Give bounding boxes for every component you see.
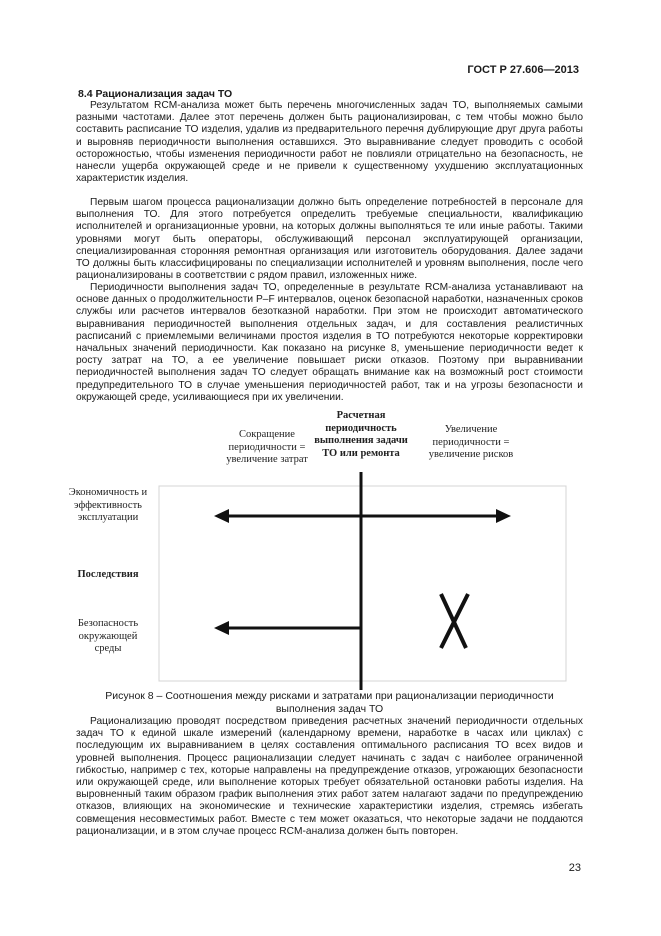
document-header: ГОСТ Р 27.606—2013 (467, 64, 579, 76)
right-heading: Увеличение периодичности = увеличение рисков (428, 424, 514, 460)
center-heading: Расчетная периодичность выполнения задачи ТО или ремонта (314, 410, 408, 459)
left-heading: Сокращение периодичности = увеличение затрат (226, 429, 308, 465)
economy-arrow-right-head (496, 509, 511, 523)
paragraph-4: Рационализацию проводят посредством приведения расчетных значений периодичности отдельных задач ТО к единой шкале измерений (календарному времени, наработке в часах или циклах) с последующим их выравниванием в целях составления оптимального расписания ТО всех видов и уровней выполнения. Процесс рационализации следует начинать с задач с наиболее ограниченной гибкостью, например с тех, которые направлены на предупреждение отказов, угрожающих безопасности или окружающей среде, или выполнение которых требует обязательной остановки работы изделия. На выровненный таким образом график выполнения этих работ затем налагают задачи по предупреждению отказов, влияющих на экономические и технические характеристики изделия, стремясь избегать совмещения несовместимых работ. Вместе с тем может оказаться, что некоторые задачи не поддаются рационализации, и в этом случае процесс RCM-анализа должен быть повторен. (76, 716, 583, 837)
paragraph-2: Первым шагом процесса рационализации должно быть определение потребностей в персонале для выполнения ТО. Для этого потребуется определить требуемые специальности, квалификацию исполнителей и организационные уровни, на которых должны выполняться те или иные работы. Такими уровнями могут быть операторы, обслуживающий персонал эксплуатирующей организации, специализированная сторонняя ремонтная организация или изготовитель оборудования. Далее задачи ТО должны быть классифицированы по специализации исполнителей и уровням выполнения, после чего рационализированы в соответствии с рядом правил, изложенных ниже. (76, 197, 583, 282)
figure-8 (64, 408, 594, 690)
paragraph-1: Результатом RCM-анализа может быть перечень многочисленных задач ТО, выполняемых самыми разными частотами. Далее этот перечень должен быть рационализирован, с тем чтобы можно было составить расписание ТО изделия, удалив из предварительного перечня дублирующие друг друга работы и выровняв периодичности выполнения оставшихся. Это выравнивание следует проводить с особой осторожностью, чтобы изменения периодичности работ не повлияли отрицательно на безопасность, не нанесли ущерба окружающей среде и не привели к существенному ухудшению эксплуатационных характеристик изделия. (76, 100, 583, 185)
page-number: 23 (568, 862, 581, 874)
figure-caption-line-2: выполнения задач ТО (275, 702, 384, 715)
row-label-consequences: Последствия (77, 569, 139, 580)
row-label-environment: Безопасность окружающей среды (77, 618, 139, 654)
section-title: 8.4 Рационализация задач ТО (78, 88, 233, 100)
paragraph-3: Периодичности выполнения задач ТО, определенные в результате RCM-анализа устанавливают на основе данных о продолжительности P–F интервалов, оценок безопасной наработки, назначенных сроков службы или расчетов интервалов безотказной наработки. При этом не происходит автоматического выравнивания периодичностей выполнения отдельных задач, и для составления реалистичных расписаний с приемлемыми величинами простоя изделия в ТО потребуются некоторые корректировки начальных значений периодичности. Как показано на рисунке 8, уменьшение периодичности ведет к росту затрат на ТО, а ее увеличение повышает риски отказов. Поэтому при выравнивании периодичностей выполнения задач ТО следует обращать внимание как на возможный рост стоимости предупредительного ТО в случае уменьшения периодичностей работ, так и на угрозы безопасности и окружающей среде, усиливающиеся при их увеличении. (76, 282, 583, 403)
figure-caption (76, 690, 583, 715)
row-label-economy: Экономичность и эффективность эксплуатации (68, 487, 148, 523)
economy-arrow-left-head (214, 509, 229, 523)
environment-arrow-head (214, 621, 229, 635)
figure-caption-line-1: Рисунок 8 – Соотношения между рисками и затратами при рационализации периодичности (105, 690, 554, 702)
